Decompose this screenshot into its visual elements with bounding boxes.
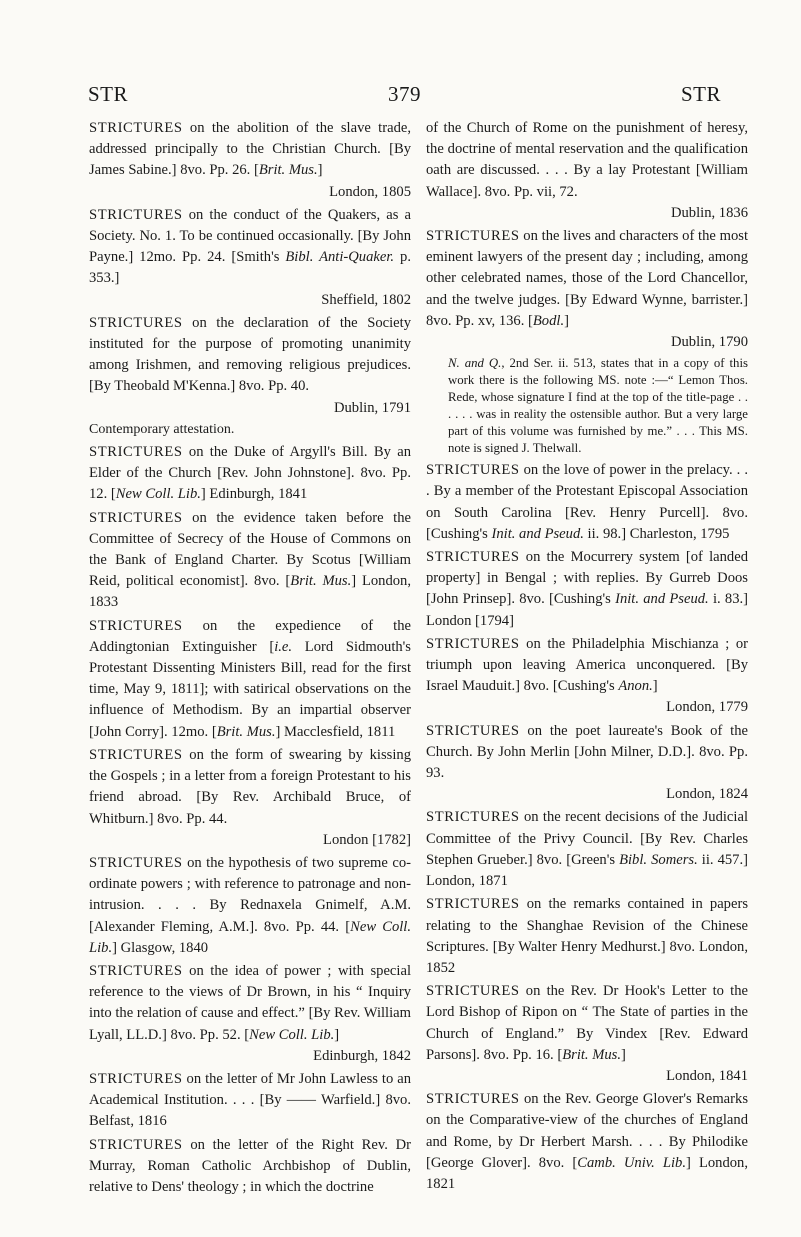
entry-headword: STRICTURES xyxy=(426,462,520,479)
entry-text-cont: ] xyxy=(334,1026,340,1043)
entry-text: of the Church of Rome on the punishment of heresy, the doctrine of mental reservation and the qualification oath are discussed. . . . By a lay Protestant [William Wallace]. 8vo. Pp. vii, 72. xyxy=(426,120,748,200)
entry-imprint: London, 1779 xyxy=(666,699,748,716)
entry-source: Init. and Pseud. xyxy=(615,591,709,608)
entry-headword: STRICTURES xyxy=(426,1091,520,1108)
left-column xyxy=(89,118,411,1200)
entry-text: on the Duke of Argyll's Bill. By an Elder of the Church [Rev. John Johnstone]. 8vo. Pp. 12. [ xyxy=(89,444,411,503)
entry-text-cont: ] xyxy=(317,162,323,179)
entry-source: New Coll. Lib. xyxy=(249,1026,335,1043)
header-left: STR xyxy=(88,82,129,106)
entry-text-cont: ] xyxy=(564,312,569,329)
entry-text-cont: ] Macclesfield, 1811 xyxy=(275,723,396,740)
entry-text: on the remarks contained in papers relating to the Shanghae Revision of the Chinese Scriptures. [By Walter Henry Medhurst.] 8vo. London, 1852 xyxy=(426,896,748,976)
bibliography-entry xyxy=(89,616,411,743)
entry-headword: STRICTURES xyxy=(89,854,183,871)
entry-headword: STRICTURES xyxy=(89,962,183,979)
entry-headword: STRICTURES xyxy=(426,549,520,566)
bibliography-entry xyxy=(426,721,748,806)
right-column xyxy=(426,118,748,1197)
entry-text: on the letter of the Right Rev. Dr Murray, Roman Catholic Archbishop of Dublin, relative to Dens' theology ; in which the doctrine xyxy=(89,1136,411,1195)
bibliography-entry xyxy=(89,745,411,851)
entry-text-cont: ii. 98.] Charleston, 1795 xyxy=(583,525,730,542)
entry-text: on the letter of Mr John Lawless to an Academical Institution. . . . [By —— Warfield.] 8vo. Belfast, 1816 xyxy=(89,1070,411,1130)
entry-headword: STRICTURES xyxy=(426,722,520,739)
entry-text: on the Rev. George Glover's Remarks on the Comparative-view of the churches of England and Rome, by Dr Herbert Marsh. . . . By Philodike [George Glover]. 8vo. [ xyxy=(426,1091,748,1171)
bibliography-entry xyxy=(426,634,748,719)
bibliography-entry xyxy=(426,894,748,979)
entry-text: on the Philadelphia Mischianza ; or triumph upon leaving America unconquered. [By Israel Mauduit.] 8vo. [Cushing's xyxy=(426,635,748,695)
entry-source: Brit. Mus. xyxy=(216,723,276,740)
entry-headword: STRICTURES xyxy=(89,120,183,136)
entry-imprint: London, 1824 xyxy=(666,786,748,803)
entry-text-cont: ] Glasgow, 1840 xyxy=(112,939,209,956)
entry-text: on the love of power in the prelacy. . . . By a member of the Protestant Episcopal Association on South Carolina [Rev. Henry Purcell]. 8vo. [Cushing's xyxy=(426,462,748,542)
bibliography-entry xyxy=(89,442,411,506)
entry-text: on the abolition of the slave trade, addressed principally to the Christian Church. [By James Sabine.] 8vo. Pp. 26. [ xyxy=(89,120,411,179)
entry-source: Anon. xyxy=(618,678,653,695)
entry-imprint: Dublin, 1790 xyxy=(670,334,748,351)
entry-source: New Coll. Lib. xyxy=(89,918,412,956)
bibliography-entry xyxy=(89,118,411,203)
bibliography-entry xyxy=(89,508,411,614)
entry-source: Brit. Mus. xyxy=(258,162,318,179)
entry-source: Brit. Mus. xyxy=(562,1046,621,1063)
bibliography-entry xyxy=(89,1069,411,1133)
entry-text: on the hypothesis of two supreme co-ordinate powers ; with reference to patronage and non-intrusion. . . . By Rednaxela Gnimelf, A.M. [Alexander Fleming, A.M.]. 8vo. Pp. 44. [ xyxy=(89,854,411,935)
entry-source: i.e. xyxy=(274,638,293,655)
entry-text-cont: ] xyxy=(621,1046,626,1063)
entry-text-cont: ] London, 1833 xyxy=(89,573,411,611)
bibliography-entry xyxy=(426,460,748,545)
page-number: 379 xyxy=(388,82,421,106)
entry-source: Brit. Mus. xyxy=(290,573,352,590)
entry-text: on the recent decisions of the Judicial Committee of the Privy Council. [By Rev. Charles Stephen Grueber.] 8vo. [Green's xyxy=(426,809,748,868)
entry-text: on the idea of power ; with special reference to the views of Dr Brown, in his “ Inquiry into the relation of cause and effect.” [By Rev. William Lyall, LL.D.] 8vo. Pp. 52. [ xyxy=(89,962,411,1043)
entry-source: Camb. Univ. Lib. xyxy=(577,1154,686,1171)
entry-text-cont: p. 353.] xyxy=(89,249,411,287)
header-right: STR xyxy=(680,82,721,106)
bibliography-entry xyxy=(89,313,411,440)
entry-headword: STRICTURES xyxy=(426,635,520,652)
bibliography-entry xyxy=(426,807,748,892)
bibliography-entry xyxy=(89,853,411,959)
bibliography-entry xyxy=(426,1089,748,1195)
entry-source: Init. and Pseud. xyxy=(491,525,584,542)
entry-imprint: Dublin, 1836 xyxy=(670,204,748,221)
entry-headword: STRICTURES xyxy=(426,809,520,826)
entry-note xyxy=(426,355,748,457)
entry-headword: STRICTURES xyxy=(89,509,183,526)
entry-imprint: Sheffield, 1802 xyxy=(321,291,411,308)
entry-attestation: Contemporary attestation. xyxy=(89,421,235,437)
entry-text: on the declaration of the Society instituted for the purpose of promoting unanimity among Irishmen, and removing religious prejudices. [By Theobald M'Kenna.] 8vo. Pp. 40. xyxy=(89,314,411,395)
entry-text-cont: ] London, 1821 xyxy=(426,1154,748,1192)
bibliography-entry xyxy=(426,981,748,1087)
entry-imprint: Dublin, 1791 xyxy=(333,399,411,416)
entry-imprint: London [1782] xyxy=(323,831,411,848)
entry-source: Bodl. xyxy=(532,312,565,329)
entry-headword: STRICTURES xyxy=(426,983,520,1000)
entry-text-cont: ] xyxy=(652,678,658,695)
note-text: , 2nd Ser. ii. 513, states that in a copy of this work there is the following MS. note :—“ Lemon Thos. Rede, whose signature I find at the top of the title-page . . . . . . was in reality the ostensible author. But a very large part of this volume was furnished by me.” . . . This MS. note is signed J. Thelwall. xyxy=(448,356,748,456)
entry-text: on the conduct of the Quakers, as a Society. No. 1. To be continued occasionally. [By John Payne.] 12mo. Pp. 24. [Smith's xyxy=(89,206,411,266)
entry-headword: STRICTURES xyxy=(89,1070,183,1087)
bibliography-entry xyxy=(89,961,411,1067)
entry-headword: STRICTURES xyxy=(89,617,183,634)
entry-imprint: Edinburgh, 1842 xyxy=(313,1047,411,1064)
entry-text: on the Rev. Dr Hook's Letter to the Lord Bishop of Ripon on “ The State of parties in the Church of England.” By Vindex [Rev. Edward Parsons]. 8vo. Pp. 16. [ xyxy=(426,983,748,1063)
note-source: N. and Q. xyxy=(448,356,502,371)
entry-text: on the expedience of the Addingtonian Extinguisher [ xyxy=(89,617,411,655)
entry-headword: STRICTURES xyxy=(89,206,183,223)
entry-source: Bibl. Anti-Quaker. xyxy=(285,249,395,266)
entry-headword: STRICTURES xyxy=(89,444,183,461)
entry-text-cont: i. 83.] London [1794] xyxy=(426,591,749,629)
entry-source: New Coll. Lib. xyxy=(115,486,201,503)
entry-text: on the evidence taken before the Committee of Secrecy of the House of Commons on the Bank of England Charter. By Scotus [William Reid, political economist]. 8vo. [ xyxy=(89,509,411,590)
entry-headword: STRICTURES xyxy=(89,746,183,763)
entry-text: on the form of swearing by kissing the Gospels ; in a letter from a foreign Protestant to his friend abroad. [By Rev. Archibald Bruce, of Whitburn.] 8vo. Pp. 44. xyxy=(89,746,411,827)
bibliography-entry xyxy=(89,1135,411,1199)
entry-imprint: London, 1841 xyxy=(666,1067,748,1084)
running-header xyxy=(88,82,721,112)
entry-headword: STRICTURES xyxy=(426,896,520,913)
bibliography-entry xyxy=(89,205,411,311)
entry-headword: STRICTURES xyxy=(426,228,520,245)
entry-imprint: London, 1805 xyxy=(329,183,411,200)
entry-text: on the poet laureate's Book of the Church. By John Merlin [John Milner, D.D.]. 8vo. Pp. 93. xyxy=(426,722,748,782)
bibliography-entry xyxy=(426,547,748,632)
entry-text-cont: ii. 457.] London, 1871 xyxy=(426,851,748,890)
entry-headword: STRICTURES xyxy=(89,1136,183,1153)
entry-headword: STRICTURES xyxy=(89,314,183,331)
bibliography-entry xyxy=(426,118,748,224)
entry-text: on the lives and characters of the most eminent lawyers of the present day ; including, among other celebrated names, those of the Lord Chancellor, and the twelve judges. [By Edward Wynne, barrister.] 8vo. Pp. xv, 136. [ xyxy=(426,228,748,329)
bibliography-entry xyxy=(426,226,748,353)
entry-text-cont: ] Edinburgh, 1841 xyxy=(200,486,308,503)
entry-text: on the Mocurrery system [of landed property] in Bengal ; with replies. By Gurreb Doos [John Prinsep]. 8vo. [Cushing's xyxy=(426,549,748,608)
entry-text-cont: Lord Sidmouth's Protestant Dissenting Ministers Bill, read for the first time, May 9, 1811]; with satirical observations on the influence of Methodism. By an impartial observer [John Corry]. 12mo. [ xyxy=(89,638,411,740)
entry-source: Bibl. Somers. xyxy=(619,851,698,868)
